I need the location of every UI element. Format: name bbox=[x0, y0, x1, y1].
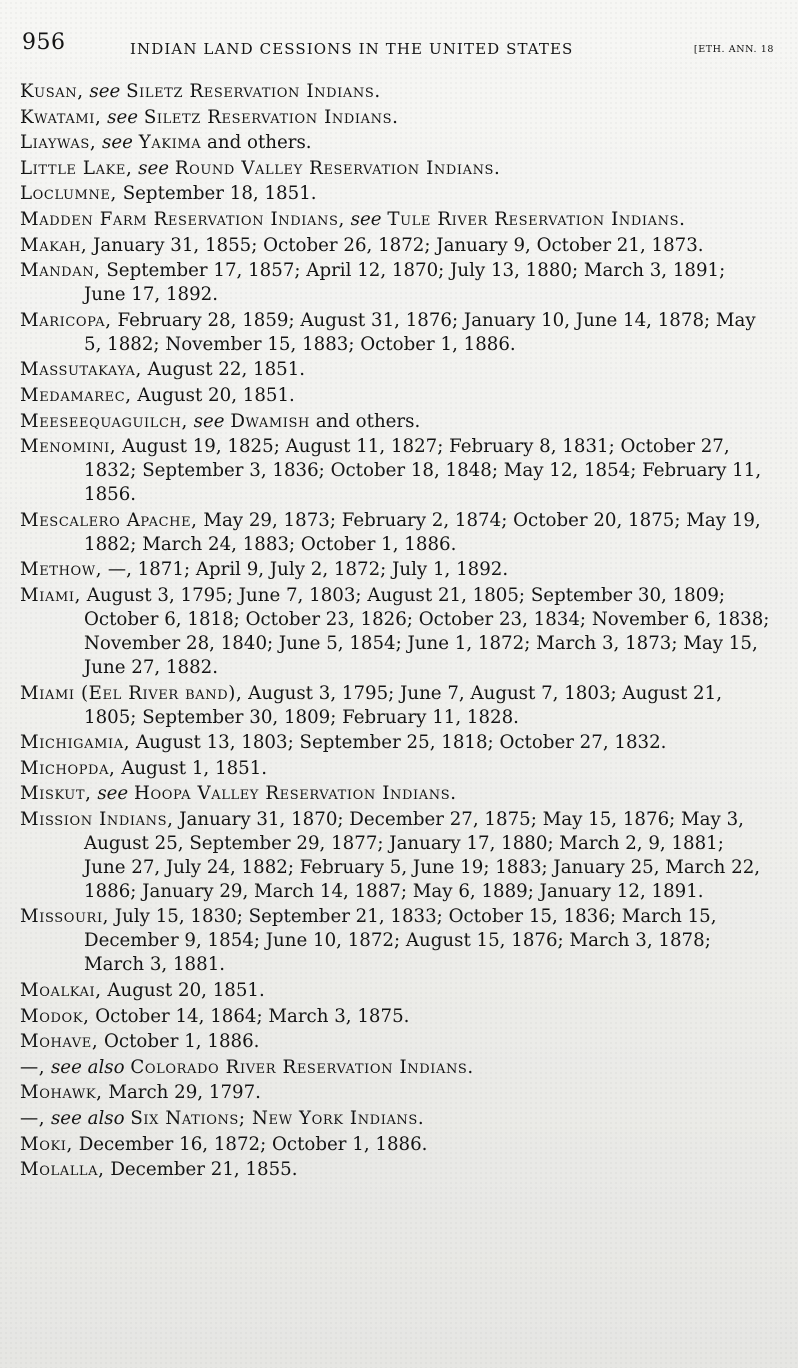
entry-see: see bbox=[102, 132, 133, 154]
index-entry bbox=[0, 358, 770, 382]
index-entry bbox=[0, 234, 770, 258]
entry-name: Modok, bbox=[20, 1005, 90, 1027]
entry-see: see bbox=[193, 410, 225, 432]
entry-name: Miami, bbox=[20, 584, 81, 606]
entry-text: and others. bbox=[201, 132, 312, 154]
page-number: 956 bbox=[22, 30, 66, 55]
entry-reference: Six Nations; New York Indians. bbox=[130, 1108, 425, 1130]
entry-text: August 3, 1795; June 7, 1803; August 21, 1805; September 30, 1809; October 6, 1818; October 23, 1826; October 23, 1834; November 6, 1838; November 28, 1840; June 5, 1854; June 1, 1872; March 3, 1873; May 15, June 27, 1882. bbox=[80, 584, 770, 678]
entry-text: May 29, 1873; February 2, 1874; October 20, 1875; May 19, 1882; March 24, 1883; October 1, 1886. bbox=[84, 509, 761, 555]
entry-text: December 21, 1855. bbox=[104, 1159, 298, 1181]
entry-name: Missouri, bbox=[20, 906, 110, 928]
entry-name: Miami (Eel River band), bbox=[20, 682, 243, 704]
entry-see: see bbox=[89, 81, 121, 102]
entry-name: Methow, bbox=[20, 559, 103, 581]
index-entry bbox=[0, 905, 770, 977]
index-entry bbox=[0, 131, 770, 155]
entry-name: Kwatami, bbox=[20, 106, 102, 128]
entry-name: Mohave, bbox=[20, 1031, 99, 1053]
entry-name: Menomini, bbox=[20, 436, 117, 458]
entry-name: Mission Indians, bbox=[20, 808, 174, 830]
entry-name: Molalla, bbox=[20, 1159, 105, 1181]
entry-text: July 15, 1830; September 21, 1833; October 15, 1836; March 15, December 9, 1854; June 10, 1872; August 15, 1876; March 3, 1878; March 3, 1881. bbox=[84, 906, 717, 976]
entry-see: see also bbox=[50, 1108, 125, 1130]
entry-name: Miskut, bbox=[20, 783, 92, 805]
entry-name: Michigamia, bbox=[20, 732, 131, 754]
entry-name: Moki, bbox=[20, 1133, 73, 1155]
index-entry bbox=[0, 1005, 770, 1029]
entry-name: Mohawk, bbox=[20, 1082, 103, 1104]
entry-text: August 1, 1851. bbox=[115, 757, 268, 779]
entry-text: March 29, 1797. bbox=[102, 1082, 261, 1104]
entry-reference: Dwamish bbox=[230, 410, 310, 432]
index-entry bbox=[0, 509, 770, 557]
entry-see: see bbox=[97, 783, 129, 805]
entry-text: January 31, 1855; October 26, 1872; January 9, October 21, 1873. bbox=[87, 234, 704, 256]
entry-name: —, bbox=[20, 1056, 46, 1078]
index-entry bbox=[0, 182, 770, 206]
entry-name: Madden Farm Reservation Indians, bbox=[20, 208, 345, 230]
entry-name: Loclumne, bbox=[20, 183, 117, 205]
index-entry bbox=[0, 106, 770, 130]
entry-text: and others. bbox=[309, 410, 421, 432]
entry-text: September 17, 1857; April 12, 1870; July 13, 1880; March 3, 1891; June 17, 1892. bbox=[84, 260, 726, 306]
entry-name: Meeseequaguilch, bbox=[20, 410, 188, 432]
entry-text: February 28, 1859; August 31, 1876; January 10, June 14, 1878; May 5, 1882; November 15, 1883; October 1, 1886. bbox=[84, 309, 756, 355]
entry-text: October 14, 1864; March 3, 1875. bbox=[89, 1005, 410, 1027]
entry-text: September 18, 1851. bbox=[116, 183, 317, 205]
entry-name: Michopda, bbox=[20, 757, 116, 779]
running-head bbox=[22, 30, 774, 64]
entry-name: Liaywas, bbox=[20, 132, 97, 154]
index-entry bbox=[0, 731, 770, 755]
index-entry bbox=[0, 1133, 770, 1157]
running-head-note: [ETH. ANN. 18 bbox=[693, 44, 774, 55]
entry-reference: Tule River Reservation Indians. bbox=[387, 208, 686, 230]
index-entry bbox=[0, 757, 770, 781]
entry-text: December 16, 1872; October 1, 1886. bbox=[72, 1133, 428, 1155]
entry-name: Makah, bbox=[20, 234, 88, 256]
index-entry bbox=[0, 1107, 770, 1131]
index-entry bbox=[0, 979, 770, 1003]
index-entry bbox=[0, 435, 770, 507]
entry-name: Massutakaya, bbox=[20, 359, 142, 381]
entry-reference: Colorado River Reservation Indians. bbox=[130, 1056, 474, 1078]
entry-reference: Yakima bbox=[138, 132, 202, 154]
entry-name: Kusan, bbox=[20, 81, 84, 102]
index-entry bbox=[0, 1158, 770, 1182]
entry-name: Medamarec, bbox=[20, 384, 132, 406]
index-entry bbox=[0, 1081, 770, 1105]
entry-name: —, bbox=[20, 1108, 46, 1130]
entry-text: August 20, 1851. bbox=[101, 980, 265, 1002]
index-entry bbox=[0, 1030, 770, 1054]
entry-reference: Hoopa Valley Reservation Indians. bbox=[134, 783, 457, 805]
index-entries bbox=[0, 80, 770, 1184]
index-entry bbox=[0, 80, 770, 104]
entry-see: see bbox=[350, 208, 382, 230]
entry-text: August 22, 1851. bbox=[141, 359, 306, 381]
index-entry bbox=[0, 584, 770, 680]
entry-text: August 13, 1803; September 25, 1818; October 27, 1832. bbox=[130, 732, 667, 754]
index-entry bbox=[0, 782, 770, 806]
entry-text: August 3, 1795; June 7, August 7, 1803; August 21, 1805; September 30, 1809; February 11, 1828. bbox=[84, 682, 722, 728]
entry-name: Mandan, bbox=[20, 260, 101, 282]
entry-see: see bbox=[107, 106, 139, 128]
entry-text: October 1, 1886. bbox=[98, 1031, 260, 1053]
index-entry bbox=[0, 558, 770, 582]
entry-text: January 31, 1870; December 27, 1875; May 15, 1876; May 3, August 25, September 29, 1877; January 17, 1880; March 2, 9, 1881; June 27, July 24, 1882; February 5, June 19; 1883; January 25, March 22, 1886; January 29, March 14, 1887; May 6, 1889; January 12, 1891. bbox=[84, 808, 761, 902]
index-entry bbox=[0, 384, 770, 408]
index-entry bbox=[0, 410, 770, 434]
entry-reference: Siletz Reservation Indians. bbox=[126, 81, 381, 102]
index-entry bbox=[0, 309, 770, 357]
entry-see: see bbox=[138, 157, 170, 179]
index-entry bbox=[0, 808, 770, 904]
entry-name: Maricopa, bbox=[20, 309, 112, 331]
entry-reference: Siletz Reservation Indians. bbox=[143, 106, 399, 128]
index-entry bbox=[0, 157, 770, 181]
page-title: INDIAN LAND CESSIONS IN THE UNITED STATES bbox=[130, 40, 574, 58]
entry-name: Little Lake, bbox=[20, 157, 133, 179]
index-entry bbox=[0, 1056, 770, 1080]
entry-reference: Round Valley Reservation Indians. bbox=[174, 157, 501, 179]
entry-name: Moalkai, bbox=[20, 980, 102, 1002]
entry-text: —, 1871; April 9, July 2, 1872; July 1, 1892. bbox=[102, 559, 509, 581]
entry-text: August 19, 1825; August 11, 1827; February 8, 1831; October 27, 1832; September 3, 1836; October 18, 1848; May 12, 1854; February 11, 1856. bbox=[84, 436, 762, 506]
index-entry bbox=[0, 682, 770, 730]
entry-name: Mescalero Apache, bbox=[20, 509, 198, 531]
entry-text: August 20, 1851. bbox=[131, 384, 295, 406]
entry-see: see also bbox=[50, 1056, 125, 1078]
index-entry bbox=[0, 259, 770, 307]
index-entry bbox=[0, 208, 770, 232]
